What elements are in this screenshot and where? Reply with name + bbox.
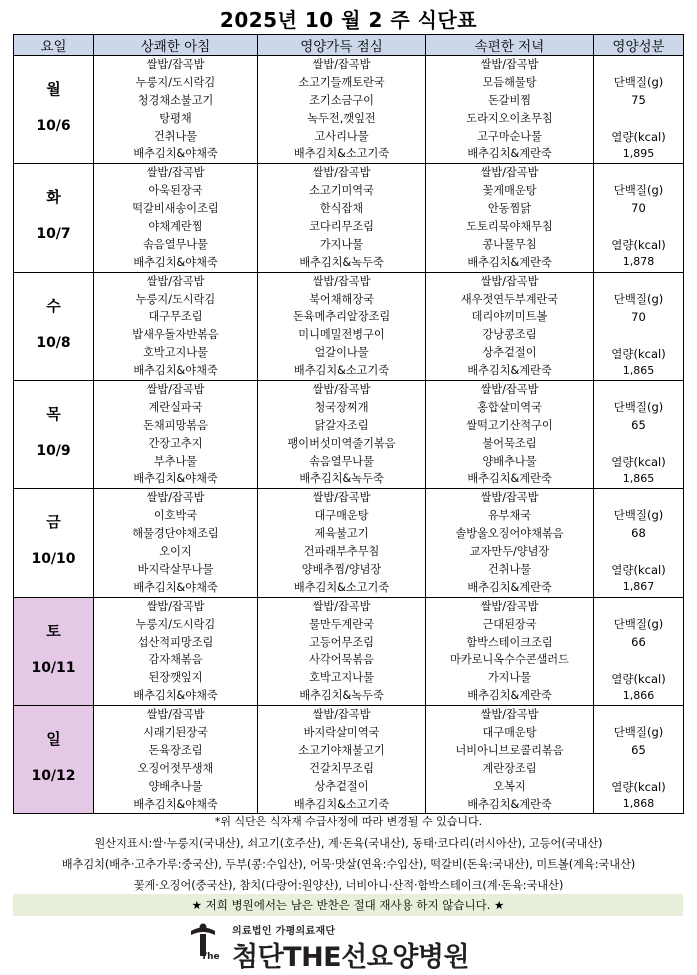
lunch-item: 배추김치&녹두죽 bbox=[299, 472, 384, 486]
dinner-item: 쌀밥/잡곡밥 bbox=[480, 383, 539, 397]
energy-label: 열량(kcal) bbox=[611, 780, 666, 795]
breakfast-item: 감자채볶음 bbox=[148, 653, 203, 667]
day-row bbox=[14, 381, 684, 489]
logo-subtitle: 의료법인 가평의료재단 bbox=[232, 926, 336, 937]
breakfast-cell bbox=[94, 56, 258, 164]
day-cell bbox=[14, 164, 94, 272]
breakfast-item: 배추김치&야채죽 bbox=[133, 689, 218, 703]
day-date: 10/12 bbox=[31, 768, 76, 785]
dinner-item: 안동찜닭 bbox=[487, 202, 532, 216]
breakfast-item: 양배추나물 bbox=[148, 779, 203, 793]
breakfast-cell bbox=[94, 597, 258, 705]
breakfast-item: 해물경단야채조림 bbox=[132, 527, 219, 541]
breakfast-item: 쌀밥/잡곡밥 bbox=[146, 274, 205, 288]
lunch-item: 쌀밥/잡곡밥 bbox=[312, 708, 371, 722]
energy-label: 열량(kcal) bbox=[611, 130, 666, 144]
protein-label: 단백질(g) bbox=[613, 183, 664, 198]
dinner-cell bbox=[426, 56, 594, 164]
energy-label: 열량(kcal) bbox=[611, 238, 666, 253]
day-date: 10/6 bbox=[36, 118, 71, 134]
breakfast-item: 돈채피망볶음 bbox=[143, 418, 208, 432]
dinner-item: 강낭콩조림 bbox=[482, 328, 537, 342]
lunch-cell bbox=[258, 272, 426, 380]
lunch-item: 배추김치&소고기죽 bbox=[293, 580, 390, 594]
lunch-item: 청국장찌개 bbox=[314, 400, 369, 414]
energy-label: 열량(kcal) bbox=[611, 346, 666, 361]
header-nutrition: 영양성분 bbox=[594, 35, 684, 56]
dinner-item: 솔방울오징어야채볶음 bbox=[455, 527, 564, 541]
nutrition-cell bbox=[594, 706, 684, 814]
nutrition-cell bbox=[594, 381, 684, 489]
breakfast-item: 배추김치&야채죽 bbox=[133, 580, 218, 594]
dinner-item: 가지나물 bbox=[487, 671, 532, 685]
dinner-item: 쌀밥/잡곡밥 bbox=[480, 274, 539, 288]
energy-value: 1,866 bbox=[622, 688, 655, 702]
dinner-cell bbox=[426, 164, 594, 272]
dinner-item: 너비아니브로콜리볶음 bbox=[455, 743, 564, 757]
dinner-item: 배추김치&계란죽 bbox=[467, 472, 552, 486]
lunch-item: 코다리무조림 bbox=[309, 220, 374, 234]
breakfast-item: 바지락살무나물 bbox=[137, 562, 214, 576]
dinner-item: 교자만두/양념장 bbox=[469, 545, 550, 559]
dinner-item: 돈갈비찜 bbox=[487, 93, 532, 107]
lunch-item: 대구매운탕 bbox=[314, 509, 369, 523]
breakfast-item: 배추김치&야채죽 bbox=[133, 364, 218, 378]
day-cell bbox=[14, 489, 94, 597]
lunch-item: 소고기미역국 bbox=[309, 184, 374, 198]
protein-label: 단백질(g) bbox=[613, 725, 664, 740]
dinner-item: 모듬해물탕 bbox=[482, 75, 537, 89]
day-date: 10/10 bbox=[31, 551, 76, 568]
dinner-cell bbox=[426, 272, 594, 380]
origin-line-1: 원산지표시:쌀·누룽지(국내산), 쇠고기(호주산), 계·돈육(국내산), 동태·코다리(러시아산), 고등어(국내산) bbox=[94, 837, 603, 850]
lunch-item: 건파래부추무침 bbox=[303, 545, 380, 559]
lunch-item: 쌀밥/잡곡밥 bbox=[312, 274, 371, 288]
breakfast-item: 떡갈비새송이조림 bbox=[132, 202, 219, 216]
breakfast-item: 대구무조림 bbox=[148, 310, 203, 324]
logo-name: 첨단THE선요양병원 bbox=[232, 942, 470, 973]
lunch-item: 물만두계란국 bbox=[309, 617, 374, 631]
dinner-item: 배추김치&계란죽 bbox=[467, 689, 552, 703]
protein-value: 65 bbox=[631, 418, 646, 433]
breakfast-item: 이호박국 bbox=[153, 509, 198, 523]
breakfast-item: 누룽지/도시락김 bbox=[135, 617, 216, 631]
breakfast-item: 쌀밥/잡곡밥 bbox=[146, 166, 205, 180]
lunch-cell bbox=[258, 164, 426, 272]
energy-label: 열량(kcal) bbox=[611, 671, 666, 686]
breakfast-item: 누룽지/도시락김 bbox=[135, 292, 216, 306]
breakfast-item: 청경채소불고기 bbox=[137, 93, 214, 107]
breakfast-cell bbox=[94, 489, 258, 597]
breakfast-item: 누룽지/도시락김 bbox=[135, 75, 216, 89]
lunch-item: 북어채해장국 bbox=[309, 292, 374, 306]
protein-label: 단백질(g) bbox=[613, 616, 664, 631]
breakfast-item: 배추김치&야채죽 bbox=[133, 255, 218, 269]
lunch-item: 고등어무조림 bbox=[309, 635, 374, 649]
origin-line-3: 꽃게·오징어(중국산), 참치(다랑어:원양산), 너비아니·산적·함박스테이크(계·돈육:국내산) bbox=[133, 879, 564, 892]
breakfast-item: 부추나물 bbox=[153, 454, 198, 468]
lunch-item: 쌀밥/잡곡밥 bbox=[312, 599, 371, 613]
dinner-item: 마카로니옥수수콘샐러드 bbox=[450, 653, 569, 667]
header-row bbox=[14, 35, 684, 56]
day-cell bbox=[14, 597, 94, 705]
header-lunch: 영양가득 점심 bbox=[258, 35, 426, 56]
breakfast-cell bbox=[94, 706, 258, 814]
day-row bbox=[14, 164, 684, 272]
dinner-item: 새우젓연두부계란국 bbox=[460, 292, 559, 306]
breakfast-item: 오이지 bbox=[159, 545, 192, 559]
protein-value: 66 bbox=[631, 634, 646, 649]
lunch-cell bbox=[258, 706, 426, 814]
energy-value: 1,895 bbox=[622, 147, 655, 160]
dinner-item: 콩나물무침 bbox=[482, 237, 537, 251]
breakfast-item: 건취나물 bbox=[153, 129, 198, 143]
lunch-cell bbox=[258, 56, 426, 164]
dinner-item: 배추김치&계란죽 bbox=[467, 364, 552, 378]
lunch-item: 배추김치&소고기죽 bbox=[293, 147, 390, 161]
dinner-item: 도라지오이초무침 bbox=[466, 111, 553, 125]
dinner-item: 계란장조림 bbox=[482, 761, 537, 775]
lunch-item: 소고기들깨토란국 bbox=[298, 75, 385, 89]
dinner-cell bbox=[426, 597, 594, 705]
breakfast-item: 간장고추지 bbox=[148, 436, 203, 450]
lunch-item: 쌀밥/잡곡밥 bbox=[312, 58, 371, 71]
day-row bbox=[14, 56, 684, 164]
day-cell bbox=[14, 56, 94, 164]
dinner-cell bbox=[426, 381, 594, 489]
lunch-item: 배추김치&소고기죽 bbox=[293, 797, 390, 811]
lunch-item: 돈육메추리알장조림 bbox=[292, 310, 391, 324]
lunch-cell bbox=[258, 489, 426, 597]
dinner-item: 배추김치&계란죽 bbox=[467, 147, 552, 161]
breakfast-item: 배추김치&야채죽 bbox=[133, 147, 218, 161]
day-name: 목 bbox=[46, 405, 61, 424]
breakfast-item: 쌀밥/잡곡밥 bbox=[146, 383, 205, 397]
lunch-item: 한식잡채 bbox=[319, 202, 364, 216]
breakfast-item: 배추김치&야채죽 bbox=[133, 797, 218, 811]
day-date: 10/11 bbox=[31, 659, 76, 676]
nutrition-cell bbox=[594, 597, 684, 705]
dinner-item: 함박스테이크조림 bbox=[466, 635, 553, 649]
protein-value: 70 bbox=[631, 309, 646, 324]
lunch-item: 상추겉절이 bbox=[314, 779, 369, 793]
breakfast-item: 호박고지나물 bbox=[143, 346, 208, 360]
breakfast-item: 쌀밥/잡곡밥 bbox=[146, 58, 205, 71]
dinner-cell bbox=[426, 706, 594, 814]
breakfast-item: 된장깻잎지 bbox=[148, 671, 203, 685]
lunch-item: 바지락살미역국 bbox=[303, 725, 380, 739]
dinner-item: 오복지 bbox=[493, 779, 526, 793]
header-dinner: 속편한 저녁 bbox=[426, 35, 594, 56]
breakfast-item: 쌀밥/잡곡밥 bbox=[146, 491, 205, 505]
lunch-item: 조기소금구이 bbox=[309, 93, 374, 107]
protein-value: 68 bbox=[631, 526, 646, 541]
energy-value: 1,867 bbox=[622, 580, 655, 594]
energy-label: 열량(kcal) bbox=[611, 455, 666, 470]
day-row bbox=[14, 706, 684, 814]
dinner-item: 배추김치&계란죽 bbox=[467, 580, 552, 594]
breakfast-item: 쌀밥/잡곡밥 bbox=[146, 599, 205, 613]
dinner-item: 쌀밥/잡곡밥 bbox=[480, 599, 539, 613]
dinner-item: 유부채국 bbox=[487, 509, 532, 523]
reuse-banner: ★ 저희 병원에서는 남은 반찬은 절대 재사용 하지 않습니다. ★ bbox=[13, 894, 683, 916]
energy-value: 1,865 bbox=[622, 472, 655, 486]
breakfast-item: 배추김치&야채죽 bbox=[133, 472, 218, 486]
dinner-item: 도토리묵야채무침 bbox=[466, 220, 553, 234]
day-name: 화 bbox=[46, 188, 61, 207]
lunch-item: 얼갈이나물 bbox=[314, 346, 369, 360]
breakfast-item: 아욱된장국 bbox=[148, 184, 203, 198]
dinner-item: 건취나물 bbox=[487, 562, 532, 576]
hospital-logo bbox=[188, 919, 518, 971]
lunch-cell bbox=[258, 597, 426, 705]
lunch-item: 가지나물 bbox=[319, 237, 364, 251]
dinner-item: 쌀떡고기산적구이 bbox=[466, 418, 553, 432]
lunch-item: 사각어묵볶음 bbox=[309, 653, 374, 667]
nutrition-cell bbox=[594, 164, 684, 272]
dinner-item: 쌀밥/잡곡밥 bbox=[480, 708, 539, 722]
nutrition-cell bbox=[594, 272, 684, 380]
breakfast-item: 밥새우돌자반볶음 bbox=[132, 328, 219, 342]
nutrition-cell bbox=[594, 56, 684, 164]
day-name: 토 bbox=[46, 621, 61, 640]
breakfast-item: 쌀밥/잡곡밥 bbox=[146, 708, 205, 722]
lunch-item: 미니메밀전병구이 bbox=[298, 328, 385, 342]
lunch-item: 배추김치&소고기죽 bbox=[293, 364, 390, 378]
lunch-item: 녹두전,깻잎전 bbox=[307, 111, 376, 125]
day-name: 월 bbox=[46, 80, 61, 98]
lunch-item: 팽이버섯미역줄기볶음 bbox=[287, 436, 396, 450]
dinner-item: 쌀밥/잡곡밥 bbox=[480, 58, 539, 71]
origin-line-2: 배추김치(배추·고추가루:중국산), 두부(콩:수입산), 어묵·맛살(연육:수입산), 떡갈비(돈육:국내산), 미트볼(계육:국내산) bbox=[61, 858, 636, 871]
lunch-item: 배추김치&녹두죽 bbox=[299, 689, 384, 703]
notice-text: *위 식단은 식자재 수급사정에 따라 변경될 수 있습니다. bbox=[214, 815, 483, 828]
protein-label: 단백질(g) bbox=[613, 400, 664, 415]
header-day: 요일 bbox=[14, 35, 94, 56]
lunch-item: 소고기야채불고기 bbox=[298, 743, 385, 757]
breakfast-item: 돈육장조림 bbox=[148, 743, 203, 757]
lunch-item: 솎음열무나물 bbox=[309, 454, 374, 468]
lunch-item: 건갈치무조림 bbox=[309, 761, 374, 775]
dinner-item: 꽃게매운탕 bbox=[482, 184, 537, 198]
dinner-item: 불어묵조림 bbox=[482, 436, 537, 450]
protein-label: 단백질(g) bbox=[613, 508, 664, 523]
lunch-item: 닭갈자조림 bbox=[314, 418, 369, 432]
breakfast-item: 계란실파국 bbox=[148, 400, 203, 414]
day-cell bbox=[14, 381, 94, 489]
breakfast-item: 탕평채 bbox=[159, 111, 192, 125]
day-row bbox=[14, 597, 684, 705]
lunch-item: 쌀밥/잡곡밥 bbox=[312, 383, 371, 397]
dinner-item: 양배추나물 bbox=[482, 454, 537, 468]
protein-value: 65 bbox=[631, 743, 646, 758]
lunch-item: 호박고지나물 bbox=[309, 671, 374, 685]
day-row bbox=[14, 272, 684, 380]
dinner-item: 대구매운탕 bbox=[482, 725, 537, 739]
day-cell bbox=[14, 272, 94, 380]
day-row bbox=[14, 489, 684, 597]
lunch-item: 배추김치&녹두죽 bbox=[299, 255, 384, 269]
dinner-item: 쌀밥/잡곡밥 bbox=[480, 491, 539, 505]
energy-value: 1,865 bbox=[622, 363, 655, 377]
energy-value: 1,868 bbox=[622, 797, 655, 811]
protein-value: 70 bbox=[631, 201, 646, 216]
breakfast-item: 솎음열무나물 bbox=[143, 237, 208, 251]
breakfast-item: 야채계란찜 bbox=[148, 220, 203, 234]
dinner-item: 근대된장국 bbox=[482, 617, 537, 631]
dinner-item: 고구마순나물 bbox=[477, 129, 542, 143]
breakfast-cell bbox=[94, 381, 258, 489]
breakfast-cell bbox=[94, 164, 258, 272]
page-title: 2025년 10 월 2 주 식단표 bbox=[219, 8, 478, 32]
energy-label: 열량(kcal) bbox=[611, 563, 666, 578]
dinner-cell bbox=[426, 489, 594, 597]
energy-value: 1,878 bbox=[622, 255, 655, 269]
breakfast-cell bbox=[94, 272, 258, 380]
lunch-cell bbox=[258, 381, 426, 489]
day-date: 10/7 bbox=[36, 226, 71, 243]
breakfast-item: 섭산적피망조림 bbox=[137, 635, 214, 649]
dinner-item: 데리야끼미트볼 bbox=[471, 310, 548, 324]
breakfast-item: 오징어젓무생채 bbox=[137, 761, 214, 775]
dinner-item: 배추김치&계란죽 bbox=[467, 797, 552, 811]
dinner-item: 홍합살미역국 bbox=[477, 400, 542, 414]
nutrition-cell bbox=[594, 489, 684, 597]
lunch-item: 쌀밥/잡곡밥 bbox=[312, 491, 371, 505]
protein-value: 75 bbox=[631, 93, 646, 107]
breakfast-item: 시래기된장국 bbox=[143, 725, 208, 739]
header-breakfast: 상쾌한 아침 bbox=[94, 35, 258, 56]
dinner-item: 쌀밥/잡곡밥 bbox=[480, 166, 539, 180]
day-cell bbox=[14, 706, 94, 814]
lunch-item: 쌀밥/잡곡밥 bbox=[312, 166, 371, 180]
logo-the-text: The bbox=[201, 952, 220, 962]
lunch-item: 양배추찜/양념장 bbox=[301, 562, 382, 576]
day-date: 10/8 bbox=[36, 334, 71, 351]
menu-table bbox=[13, 34, 684, 814]
lunch-item: 고사리나물 bbox=[314, 129, 369, 143]
day-name: 금 bbox=[46, 513, 61, 532]
dinner-item: 배추김치&계란죽 bbox=[467, 255, 552, 269]
protein-label: 단백질(g) bbox=[613, 291, 664, 306]
dinner-item: 상추겉절이 bbox=[482, 346, 537, 360]
day-date: 10/9 bbox=[36, 443, 71, 460]
day-name: 수 bbox=[46, 296, 61, 315]
lunch-item: 제육불고기 bbox=[314, 527, 369, 541]
protein-label: 단백질(g) bbox=[613, 75, 664, 89]
day-name: 일 bbox=[46, 730, 61, 749]
